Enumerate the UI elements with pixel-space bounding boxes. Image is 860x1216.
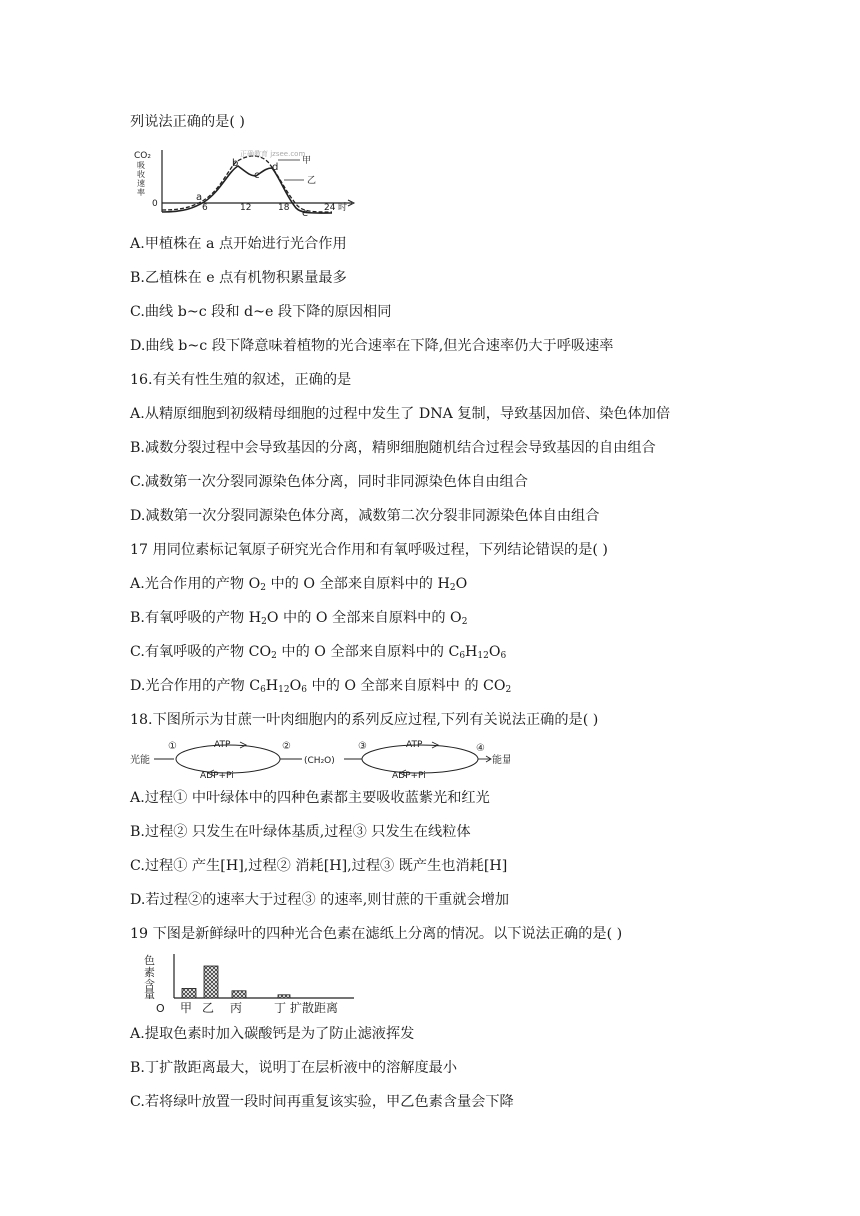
chart-x-label: 扩散距离 (290, 1001, 339, 1014)
category-yi: 乙 (202, 1001, 215, 1014)
point-e: e (302, 208, 309, 219)
q17-option-b: B.有氧呼吸的产物 $H_2O$ 中的 O 全部来自原料中的 $O_2$ (130, 610, 468, 627)
category-bing: 丙 (230, 1001, 243, 1014)
chart-y-label-1: 色 (144, 954, 155, 967)
q16-option-c: C.减数第一次分裂同源染色体分离，同时非同源染色体自由组合 (130, 474, 528, 490)
q18-option-c: C.过程① 产生[H],过程② 消耗[H],过程③ 既产生也消耗[H] (130, 858, 508, 874)
chart-y-label-3: 含 (144, 978, 155, 991)
q19-option-c: C.若将绿叶放置一段时间再重复该实验，甲乙色素含量会下降 (130, 1094, 514, 1110)
tick-12: 12 (240, 203, 252, 213)
origin-label: 0 (152, 199, 158, 209)
adp-1: ADP+Pi (200, 771, 234, 781)
q17-option-d: D.光合作用的产物 $C_6H_{12}O_6$ 中的 O 全部来自原料中 的 $CO_2$ (130, 678, 512, 695)
q17-stem: 17 用同位素标记氧原子研究光合作用和有氧呼吸过程，下列结论错误的是( ) (130, 542, 608, 558)
reaction-cycle-diagram (130, 738, 510, 786)
tick-24: 24 (324, 203, 336, 213)
y-label-4: 率 (137, 188, 145, 197)
photosynthesis-rate-graph (132, 146, 372, 226)
q15-stem-tail: 列说法正确的是( ) (130, 114, 245, 130)
point-b: b (232, 158, 239, 169)
chart-origin: O (156, 1002, 165, 1014)
q17-option-a: A.光合作用的产物 $O_2$ 中的 O 全部来自原料中的 $H_2O$ (130, 576, 468, 593)
q15-option-c: C.曲线 b~c 段和 d~e 段下降的原因相同 (130, 304, 392, 320)
q15-option-d: D.曲线 b~c 段下降意味着植物的光合速率在下降,但光合速率仍大于呼吸速率 (130, 338, 614, 354)
q18-stem: 18.下图所示为甘蔗一叶肉细胞内的系列反应过程,下列有关说法正确的是( ) (130, 712, 599, 728)
q15-option-a: A.甲植株在 a 点开始进行光合作用 (130, 236, 347, 252)
num-1: ① (168, 741, 177, 752)
y-label-3: 速 (137, 179, 145, 188)
label-yi: 乙 (307, 176, 317, 186)
category-jia: 甲 (180, 1001, 193, 1014)
num-2: ② (282, 741, 291, 752)
y-label-co2: CO₂ (134, 151, 151, 161)
q18-option-b: B.过程② 只发生在叶绿体基质,过程③ 只发生在线粒体 (130, 824, 471, 840)
chart-y-label-4: 量 (144, 988, 155, 1001)
point-c: c (254, 170, 260, 181)
atp-1: ATP (214, 740, 231, 750)
watermark: 正确教育 jzsee.com (240, 150, 306, 158)
num-3: ③ (358, 741, 367, 752)
y-label-2: 收 (137, 170, 145, 179)
pigment-bars (182, 966, 290, 998)
q16-option-b: B.减数分裂过程中会导致基因的分离，精卵细胞随机结合过程会导致基因的自由组合 (130, 440, 656, 456)
energy-label: 能量 (492, 755, 510, 766)
pigment-bar-2 (232, 991, 246, 998)
tick-18: 18 (278, 203, 290, 213)
q19-option-a: A.提取色素时加入碳酸钙是为了防止滤液挥发 (130, 1026, 415, 1042)
x-unit: 时 (338, 203, 348, 213)
pigment-bar-1 (204, 966, 218, 998)
label-jia: 甲 (302, 156, 312, 166)
chart-y-label-2: 素 (144, 966, 155, 979)
q16-option-d: D.减数第一次分裂同源染色体分离，减数第二次分裂非同源染色体自由组合 (130, 508, 600, 524)
num-4: ④ (476, 743, 485, 754)
q18-option-a: A.过程① 中叶绿体中的四种色素都主要吸收蓝紫光和红光 (130, 790, 490, 806)
ch2o-label: (CH₂O) (304, 756, 335, 766)
category-ding: 丁 (274, 1001, 287, 1014)
light-energy-label: 光能 (130, 755, 150, 766)
point-a: a (196, 192, 203, 203)
q16-option-a: A.从精原细胞到初级精母细胞的过程中发生了 DNA 复制，导致基因加倍、染色体加倍 (130, 406, 671, 422)
tick-6: 6 (202, 203, 208, 213)
q18-option-d: D.若过程②的速率大于过程③ 的速率,则甘蔗的干重就会增加 (130, 892, 510, 908)
pigment-bar-0 (182, 988, 196, 998)
q16-stem: 16.有关有性生殖的叙述，正确的是 (130, 372, 352, 388)
pigment-bar-3 (278, 995, 290, 998)
pigment-separation-chart (140, 950, 380, 1018)
y-label-1: 吸 (137, 161, 145, 170)
q15-option-b: B.乙植株在 e 点有机物积累量最多 (130, 270, 347, 286)
point-d: d (272, 162, 279, 173)
q19-option-b: B.丁扩散距离最大，说明丁在层析液中的溶解度最小 (130, 1060, 458, 1076)
adp-2: ADP+Pi (392, 771, 426, 781)
q17-option-c: C.有氧呼吸的产物 $CO_2$ 中的 O 全部来自原料中的 $C_6H_{12}O_6$ (130, 644, 507, 661)
atp-2: ATP (406, 740, 423, 750)
q19-stem: 19 下图是新鲜绿叶的四种光合色素在滤纸上分离的情况。以下说法正确的是( ) (130, 926, 623, 942)
